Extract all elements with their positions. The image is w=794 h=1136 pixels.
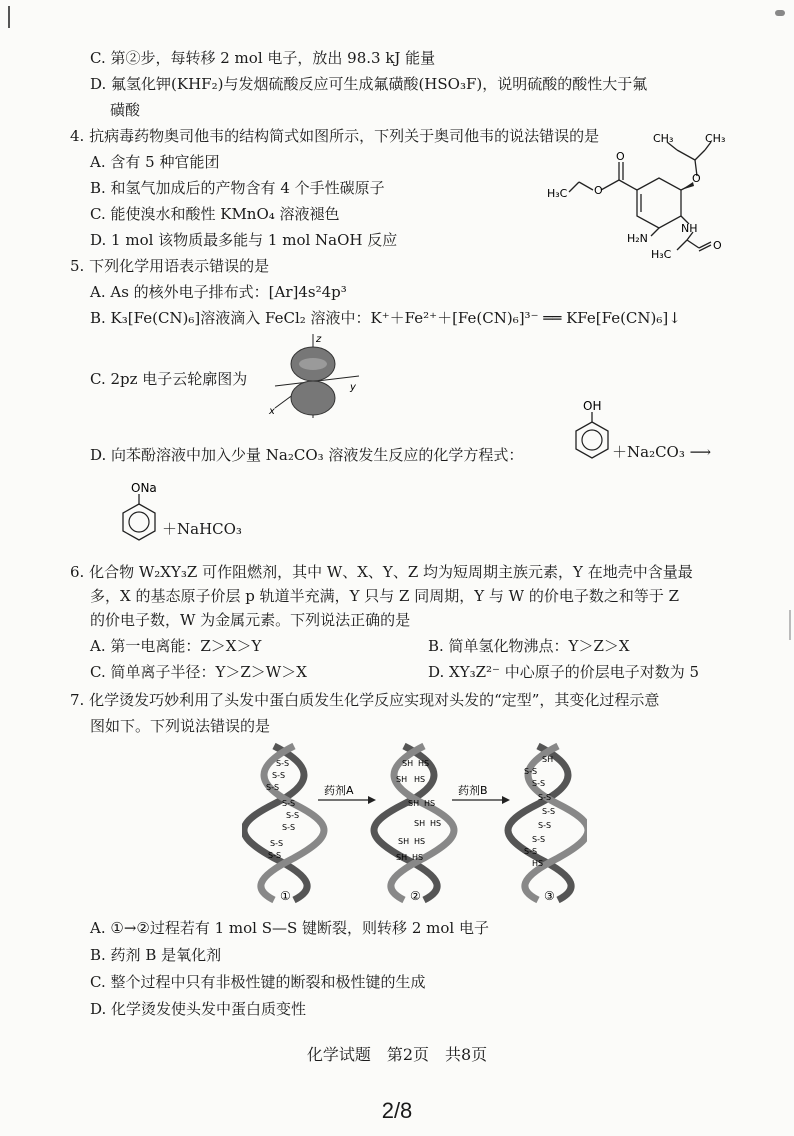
nh-label: NH: [681, 222, 698, 235]
sh-group-2b: SH: [396, 775, 408, 784]
sodium-phenoxide-structure: [117, 478, 177, 552]
ss-bond-3c: S-S: [538, 793, 552, 802]
sh-group-2d: SH: [414, 819, 426, 828]
ss-bond-3g: S-S: [524, 847, 538, 856]
ss-bond-1b: S-S: [272, 771, 286, 780]
helix-2: [374, 746, 454, 903]
q4-option-a: A. 含有 5 种官能团: [90, 153, 220, 171]
q6-stem-line-2: 多，X 的基态原子价层 p 轨道半充满，Y 只与 Z 同周期，Y 与 W 的价电子数之和等于 Z: [90, 587, 680, 605]
sh-group-2f: SH: [396, 853, 408, 862]
q7-option-a: A. ①→②过程若有 1 mol S—S 键断裂，则转移 2 mol 电子: [90, 919, 489, 937]
phenol-oh-label: OH: [583, 399, 602, 413]
ss-bond-3d: S-S: [542, 807, 556, 816]
q6-option-a: A. 第一电离能：Z＞X＞Y: [90, 637, 262, 655]
q3-option-c: C. 第②步，每转移 2 mol 电子，放出 98.3 kJ 能量: [90, 49, 436, 67]
ss-bond-1e: S-S: [286, 811, 300, 820]
q6-stem-line-3: 的价电子数，W 为金属元素。下列说法正确的是: [90, 611, 411, 629]
oseltamivir-structure: [535, 128, 785, 266]
q5-stem: 5. 下列化学用语表示错误的是: [70, 257, 270, 275]
q4-stem: 4. 抗病毒药物奥司他韦的结构简式如图所示，下列关于奥司他韦的说法错误的是: [70, 127, 600, 145]
z-axis-label: z: [316, 334, 322, 345]
q5-reagent-na2co3: ＋Na₂CO₃ ⟶: [612, 443, 712, 461]
q7-stem-line-2: 图如下。下列说法错误的是: [90, 717, 271, 735]
ester-oxygen-label: O: [594, 184, 603, 197]
q5-option-c: C. 2pz 电子云轮廓图为: [90, 370, 248, 388]
x-axis-label: x: [269, 406, 275, 417]
ss-bond-3f: S-S: [532, 835, 546, 844]
helix-3: [508, 746, 587, 903]
q5-option-b: B. K₃[Fe(CN)₆]溶液滴入 FeCl₂ 溶液中：K⁺＋Fe²⁺＋[Fe(CN)₆]³⁻ ══ KFe[Fe(CN)₆]↓: [90, 309, 681, 327]
scan-edge-mark: [8, 6, 10, 28]
ss-bond-3b: S-S: [532, 779, 546, 788]
q7-option-c: C. 整个过程中只有非极性键的断裂和极性键的生成: [90, 973, 426, 991]
sh-group-2a: SH: [402, 759, 414, 768]
hs-group-2d: HS: [430, 819, 442, 828]
agent-b-label: 药剂B: [458, 784, 488, 797]
q6-stem-line-1: 6. 化合物 W₂XY₃Z 可作阻燃剂，其中 W、X、Y、Z 均为短周期主族元素，Y 在地壳中含量最: [70, 563, 693, 581]
ch3-label-top-left: CH₃: [653, 132, 674, 145]
ch3-label-top-right: CH₃: [705, 132, 726, 145]
hs-group-3a: HS: [532, 859, 544, 868]
agent-a-label: 药剂A: [324, 784, 354, 797]
ss-bond-3e: S-S: [538, 821, 552, 830]
q3-option-d: D. 氟氢化钾(KHF₂)与发烟硫酸反应可生成氟磺酸(HSO₃F)，说明硫酸的酸性大于氟: [90, 75, 648, 93]
2pz-orbital-diagram: [255, 328, 370, 420]
q6-option-b: B. 简单氢化物沸点：Y＞Z＞X: [428, 637, 630, 655]
q3-option-d-continuation: 磺酸: [110, 101, 141, 119]
ss-bond-1d: S-S: [282, 799, 296, 808]
carbonyl-oxygen-label: O: [616, 150, 625, 163]
q4-option-b: B. 和氢气加成后的产物含有 4 个手性碳原子: [90, 179, 385, 197]
sh-group-2c: SH: [408, 799, 420, 808]
scan-right-edge-mark: [789, 610, 791, 640]
q6-option-d: D. XY₃Z²⁻ 中心原子的价层电子对数为 5: [428, 663, 700, 681]
h3c-label-left: H₃C: [547, 187, 568, 200]
sh-group-3a: SH: [542, 755, 554, 764]
hs-group-2c: HS: [424, 799, 436, 808]
label-3: ③: [544, 889, 555, 903]
q7-option-d: D. 化学烫发使头发中蛋白质变性: [90, 1000, 307, 1018]
q4-option-d: D. 1 mol 该物质最多能与 1 mol NaOH 反应: [90, 231, 398, 249]
hs-group-2b: HS: [414, 775, 426, 784]
q4-option-c: C. 能使溴水和酸性 KMnO₄ 溶液褪色: [90, 205, 340, 223]
phenoxide-ona-label: ONa: [131, 481, 157, 495]
sh-group-2e: SH: [398, 837, 410, 846]
q7-option-b: B. 药剂 B 是氧化剂: [90, 946, 222, 964]
q5-byproduct-nahco3: ＋NaHCO₃: [162, 520, 242, 538]
ss-bond-3a: S-S: [524, 767, 538, 776]
hs-group-2a: HS: [418, 759, 430, 768]
ss-bond-1g: S-S: [270, 839, 284, 848]
page-footer: 化学试题 第2页 共8页: [306, 1045, 488, 1064]
ether-oxygen-label: O: [692, 172, 701, 185]
ss-bond-1a: S-S: [276, 759, 290, 768]
y-axis-label: y: [350, 382, 356, 393]
hs-group-2e: HS: [414, 837, 426, 846]
scan-corner-mark: [775, 10, 785, 16]
q5-option-d: D. 向苯酚溶液中加入少量 Na₂CO₃ 溶液发生反应的化学方程式：: [90, 446, 524, 464]
amide-oxygen-label: O: [713, 239, 722, 252]
q6-option-c: C. 简单离子半径：Y＞Z＞W＞X: [90, 663, 307, 681]
q7-stem-line-1: 7. 化学烫发巧妙利用了头发中蛋白质发生化学反应实现对头发的“定型”，其变化过程示意: [70, 691, 660, 709]
helix-1: [244, 746, 324, 903]
q5-option-a: A. As 的核外电子排布式：[Ar]4s²4p³: [90, 283, 347, 301]
page-number: 2/8: [381, 1098, 413, 1123]
h2n-label: H₂N: [627, 232, 648, 245]
label-1: ①: [280, 889, 291, 903]
ss-bond-1h: S-S: [268, 851, 282, 860]
label-2: ②: [410, 889, 421, 903]
h3c-label-bottom: H₃C: [651, 248, 672, 261]
ss-bond-1f: S-S: [282, 823, 296, 832]
hair-perm-diagram: [242, 740, 587, 908]
ss-bond-1c: S-S: [266, 783, 280, 792]
hs-group-2f: HS: [412, 853, 424, 862]
